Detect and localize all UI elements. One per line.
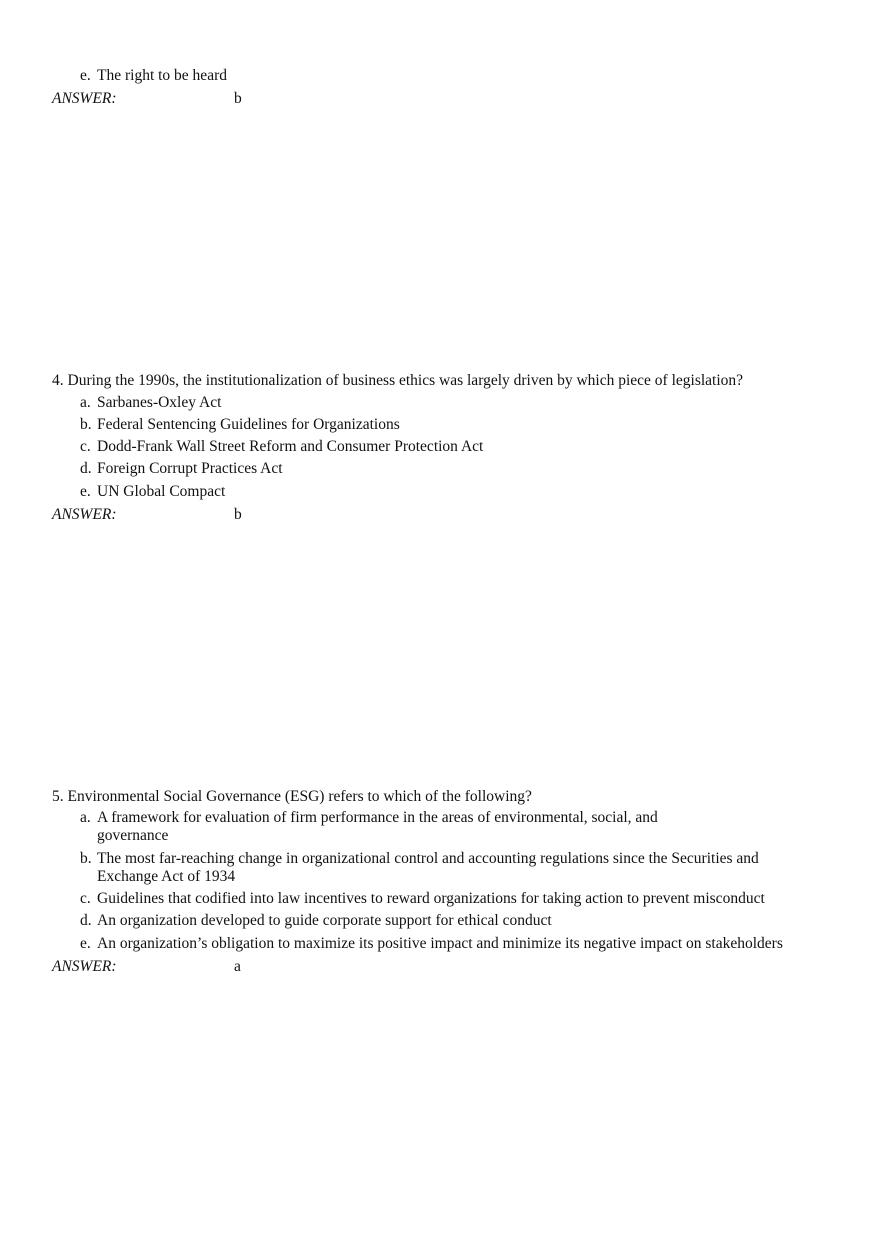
option-text: The right to be heard <box>97 67 227 84</box>
option-text: Dodd-Frank Wall Street Reform and Consumer Protection Act <box>97 438 484 455</box>
option-letter: d. <box>80 912 92 929</box>
answer-value: b <box>234 506 242 523</box>
answer-value: a <box>234 958 241 975</box>
option-text: An organization’s obligation to maximize its positive impact and minimize its negative impact on stakeholders <box>97 935 783 952</box>
option-letter: d. <box>80 460 92 477</box>
answer-value: b <box>234 90 242 107</box>
option-e <box>80 67 227 85</box>
option-b <box>80 850 759 886</box>
option-letter: b. <box>80 850 92 867</box>
option-a <box>80 809 658 845</box>
option-text-continued: Exchange Act of 1934 <box>97 868 236 885</box>
option-text: The most far-reaching change in organizational control and accounting regulations since the Securities and <box>97 850 759 867</box>
option-c <box>80 890 765 908</box>
option-a <box>80 394 221 412</box>
option-b <box>80 416 400 434</box>
option-text: UN Global Compact <box>97 483 226 500</box>
question-stem: 5. Environmental Social Governance (ESG) refers to which of the following? <box>52 788 532 805</box>
answer-label: ANSWER: <box>52 958 117 975</box>
option-text: Foreign Corrupt Practices Act <box>97 460 283 477</box>
option-text-continued: governance <box>97 827 169 844</box>
question-stem: 4. During the 1990s, the institutionalization of business ethics was largely driven by which piece of legislation? <box>52 372 744 389</box>
option-letter: c. <box>80 890 91 907</box>
option-letter: a. <box>80 394 91 411</box>
option-letter: e. <box>80 483 91 500</box>
option-e <box>80 483 225 501</box>
option-text: A framework for evaluation of firm performance in the areas of environmental, social, and <box>97 809 658 826</box>
option-letter: e. <box>80 67 91 84</box>
option-e <box>80 935 783 953</box>
option-letter: a. <box>80 809 91 826</box>
option-letter: c. <box>80 438 91 455</box>
option-text: Federal Sentencing Guidelines for Organizations <box>97 416 400 433</box>
option-letter: b. <box>80 416 92 433</box>
option-text: Guidelines that codified into law incentives to reward organizations for taking action to prevent misconduct <box>97 890 765 907</box>
option-text: Sarbanes-Oxley Act <box>97 394 222 411</box>
option-d <box>80 460 283 478</box>
answer-label: ANSWER: <box>52 90 117 107</box>
option-letter: e. <box>80 935 91 952</box>
option-c <box>80 438 483 456</box>
answer-label: ANSWER: <box>52 506 117 523</box>
option-text: An organization developed to guide corporate support for ethical conduct <box>97 912 552 929</box>
option-d <box>80 912 552 930</box>
